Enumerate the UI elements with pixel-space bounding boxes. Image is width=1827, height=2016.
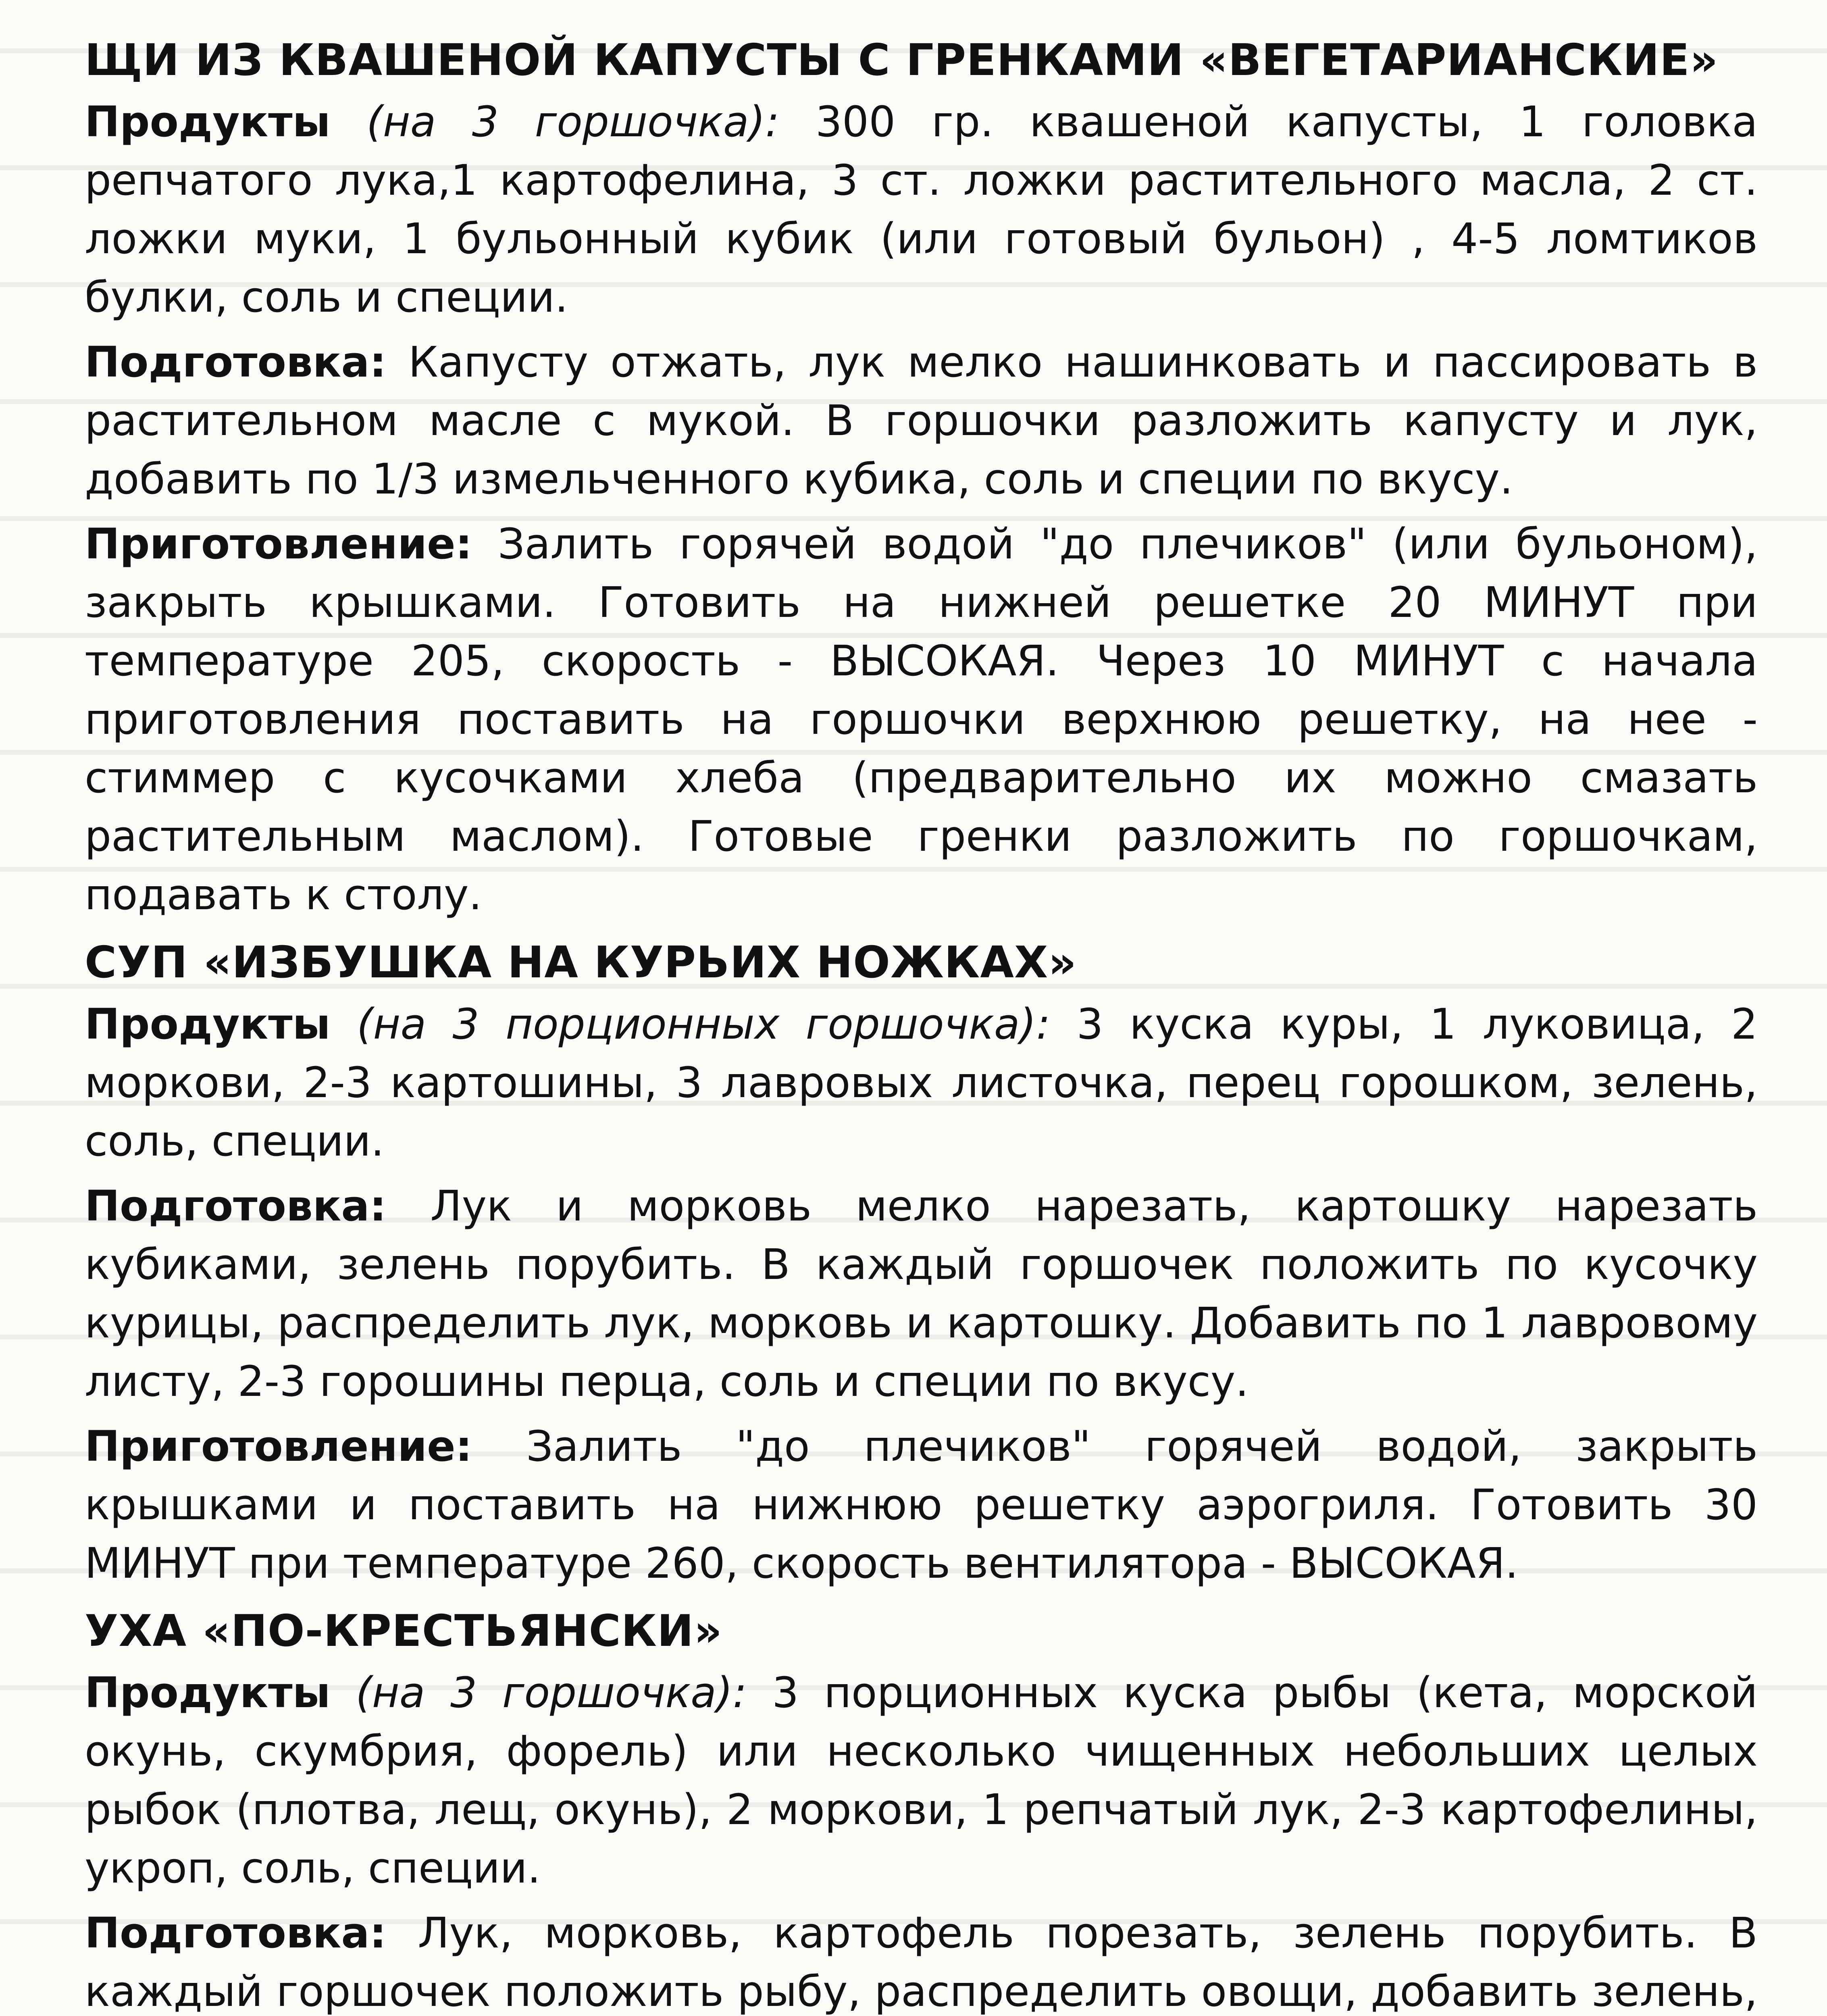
cook-text: Залить "до плечиков" горячей водой, закрыть крышками и поставить на нижнюю решетку аэрогриля. Готовить 30 МИНУТ при температуре 260, скорость вентилятора - ВЫСОКАЯ. bbox=[85, 1422, 1758, 1588]
products-note: (на 3 горшочка): bbox=[366, 97, 780, 146]
products-label: Продукты bbox=[85, 1000, 331, 1049]
products-paragraph bbox=[85, 995, 1758, 1170]
cook-paragraph bbox=[85, 1417, 1758, 1593]
products-paragraph bbox=[85, 1664, 1758, 1897]
recipe-title: УХА «ПО-КРЕСТЬЯНСКИ» bbox=[85, 1606, 723, 1656]
page-body bbox=[85, 28, 1758, 2016]
cook-paragraph bbox=[85, 515, 1758, 924]
recipe-title: ЩИ ИЗ КВАШЕНОЙ КАПУСТЫ С ГРЕНКАМИ «ВЕГЕТАРИАНСКИЕ» bbox=[85, 35, 1719, 85]
products-paragraph bbox=[85, 93, 1758, 327]
prep-text: Капусту отжать, лук мелко нашинковать и пассировать в растительном масле с мукой. В горшочки разложить капусту и лук, добавить по 1/3 измельченного кубика, соль и специи по вкусу. bbox=[85, 337, 1758, 504]
prep-paragraph bbox=[85, 333, 1758, 508]
prep-text: Лук, морковь, картофель порезать, зелень порубить. В каждый горшочек положить рыбу, распределить овощи, добавить зелень, bbox=[85, 1908, 1758, 2016]
products-text: 300 гр. квашеной капусты, 1 головка репчатого лука,1 картофелина, 3 ст. ложки растительного масла, 2 ст. ложки муки, 1 бульонный кубик (или готовый бульон) , 4-5 ломтиков булки, соль и специи. bbox=[85, 97, 1758, 322]
prep-paragraph bbox=[85, 1904, 1758, 2016]
products-note: (на 3 горшочка): bbox=[356, 1668, 747, 1717]
products-text: 3 порционных куска рыбы (кета, морской окунь, скумбрия, форель) или несколько чищенных небольших целых рыбок (плотва, лещ, окунь), 2 моркови, 1 репчатый лук, 2-3 картофелины, укроп, соль, специи. bbox=[85, 1668, 1758, 1893]
recipe-izbushka bbox=[85, 931, 1758, 1593]
prep-text: Лук и морковь мелко нарезать, картошку нарезать кубиками, зелень порубить. В каждый горшочек положить по кусочку курицы, распределить лук, морковь и картошку. Добавить по 1 лавровому листу, 2-3 горошины перца, соль и специи по вкусу. bbox=[85, 1181, 1758, 1406]
cook-label: Приготовление: bbox=[85, 1422, 472, 1471]
prep-paragraph bbox=[85, 1177, 1758, 1411]
prep-label: Подготовка: bbox=[85, 1181, 387, 1231]
prep-label: Подготовка: bbox=[85, 1908, 387, 1958]
cook-label: Приготовление: bbox=[85, 519, 472, 569]
cook-text: Залить горячей водой "до плечиков" (или бульоном), закрыть крышками. Готовить на нижней решетке 20 МИНУТ при температуре 205, скорость - ВЫСОКАЯ. Через 10 МИНУТ с начала приготовления поставить на горшочки верхнюю решетку, на нее - стиммер с кусочками хлеба (предварительно их можно смазать растительным маслом). Готовые гренки разложить по горшочкам, подавать к столу. bbox=[85, 519, 1758, 919]
products-label: Продукты bbox=[85, 97, 331, 146]
recipe-shchi bbox=[85, 28, 1758, 924]
products-label: Продукты bbox=[85, 1668, 331, 1717]
recipe-title: СУП «ИЗБУШКА НА КУРЬИХ НОЖКАХ» bbox=[85, 937, 1077, 988]
recipe-ukha bbox=[85, 1599, 1758, 2016]
products-note: (на 3 порционных горшочка): bbox=[356, 1000, 1051, 1049]
products-text: 3 куска куры, 1 луковица, 2 моркови, 2-3 картошины, 3 лавровых листочка, перец горошком, зелень, соль, специи. bbox=[85, 1000, 1758, 1166]
prep-label: Подготовка: bbox=[85, 337, 387, 387]
